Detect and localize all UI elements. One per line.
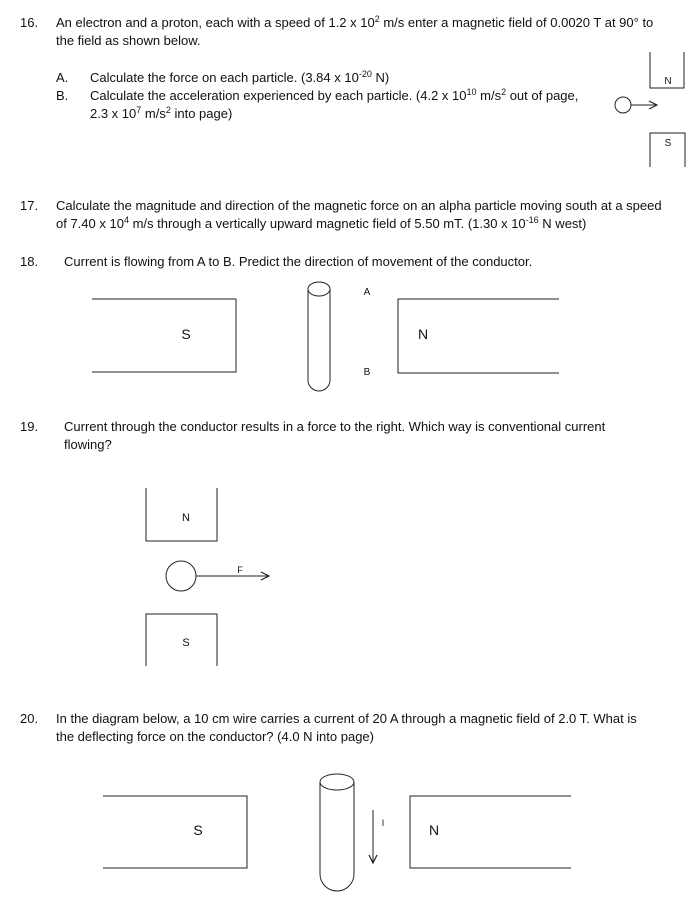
question-text: In the diagram below, a 10 cm wire carries a current of 20 A through a magnetic field of 2.0 T. What is the deflecting force on the conductor? (4.0 N into page) [56,711,637,744]
q16-part-b-text: Calculate the acceleration experienced by each particle. (4.2 x $10^{10}$ $m/s^2$ out of page, 2.3 x $10^7$ $m/s^2$ into page) [90,87,579,121]
q18-north-label: N [417,326,429,342]
q18-conductor-body [308,289,330,391]
question-number: 20. [20,711,39,726]
q18-conductor-top [308,282,330,296]
part-letter: B. [56,88,69,103]
question-text: Current through the conductor results in a force to the right. Which way is conventional current flowing? [64,419,606,452]
q20-south-label: S [193,822,203,838]
q19-force-label: F [237,565,243,575]
question-text: Calculate the magnitude and direction of the magnetic force on an alpha particle moving south at a speed of 7.40 x $10^4$ m/s through a vertically upward magnetic field of 5.50 mT. (1.30 x $10^{-16}$ N west) [56,198,662,231]
q18-label-b: B [363,367,371,378]
q18-south-label: S [181,326,191,342]
question-number: 18. [20,254,39,269]
q20-current-label: I [381,818,385,828]
q19-figure [146,488,269,666]
q20-south-magnet [103,796,247,868]
q18-figure [92,282,559,391]
q19-north-label: N [182,512,190,524]
q19-conductor [166,561,196,591]
q16-south-label: S [664,138,672,149]
q20-figure [103,774,571,891]
q18-south-magnet [92,299,236,372]
q16-particle [615,97,631,113]
q18-label-a: A [363,287,371,298]
q20-north-label: N [428,822,440,838]
question-text: An electron and a proton, each with a speed of 1.2 x $10^2$ m/s enter a magnetic field of 0.0020 T at 90° to the field as shown below. [56,14,654,48]
question-text: Current is flowing from A to B. Predict the direction of movement of the conductor. [64,254,533,269]
q16-figure [615,52,685,167]
question-number: 16. [20,15,39,30]
question-number: 19. [20,419,39,434]
q16-north-label: N [664,76,672,87]
q20-conductor-top [320,774,354,790]
question-number: 17. [20,198,39,213]
q19-south-label: S [182,637,190,649]
q20-conductor-body [320,782,354,891]
q16-part-a-text: Calculate the force on each particle. (3.84 x $10^{-20}$ N) [90,69,390,85]
part-letter: A. [56,70,69,85]
